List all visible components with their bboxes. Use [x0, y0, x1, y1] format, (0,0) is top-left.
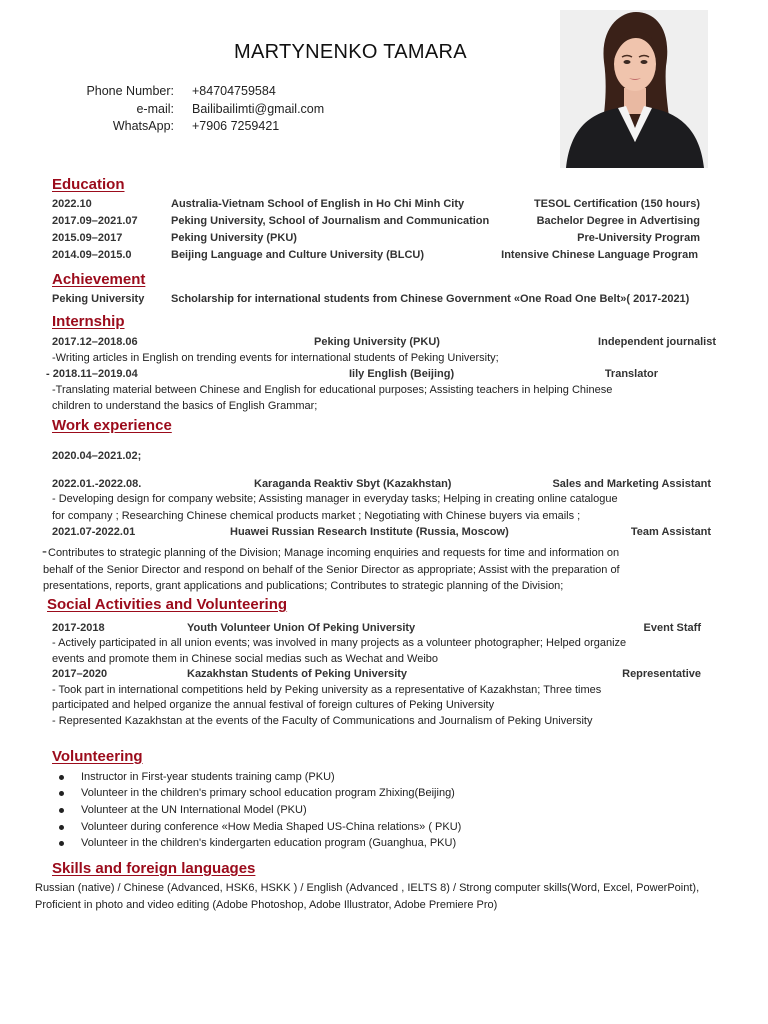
social-heading: Social Activities and Volunteering: [47, 596, 288, 613]
email-label: e-mail:: [136, 102, 174, 116]
skills-heading: Skills and foreign languages: [52, 860, 256, 877]
phone-label: Phone Number:: [86, 84, 174, 98]
education-degree: Pre-University Program: [577, 232, 700, 244]
internship-date: - 2018.11–2019.04: [46, 368, 138, 380]
internship-date: 2017.12–2018.06: [52, 336, 138, 348]
work-date: 2022.01.-2022.08.: [52, 478, 142, 490]
education-school: Peking University, School of Journalism and Communication: [171, 215, 490, 227]
work-org: Huawei Russian Research Institute (Russia, Moscow): [230, 526, 509, 538]
work-org: Karaganda Reaktiv Sbyt (Kazakhstan): [254, 478, 452, 490]
skills-text: Russian (native) / Chinese (Advanced, HSK6, HSKK ) / English (Advanced , IELTS 8) / Strong computer skills(Word, Excel, PowerPoint),: [35, 882, 700, 894]
social-desc: - Actively participated in all union events; was involved in many projects as a volunteer photographer; Helped organize: [52, 637, 627, 649]
education-date: 2022.10: [52, 198, 92, 210]
achievement-heading: Achievement: [52, 271, 146, 288]
list-item-text: Instructor in First-year students training camp (PKU): [81, 771, 335, 783]
social-desc: events and promote them in Chinese social medias such as Wechat and Weibo: [52, 653, 439, 665]
education-degree: Intensive Chinese Language Program: [501, 249, 698, 261]
bullet-icon: [59, 841, 64, 846]
phone-value: +84704759584: [192, 84, 276, 98]
education-degree: TESOL Certification (150 hours): [533, 198, 700, 210]
education-school: Beijing Language and Culture University (BLCU): [171, 249, 425, 261]
work-dash: -: [42, 543, 47, 560]
achievement-text: Scholarship for international students from Chinese Government «One Road One Belt»( 2017-2021): [171, 293, 690, 305]
work-desc: presentations, reports, grant applications and publications; Contributes to strategic planning of the Division;: [43, 580, 564, 592]
work-desc: Contributes to strategic planning of the Division; Manage incoming enquiries and requests for time and information on: [48, 547, 620, 559]
social-desc: - Represented Kazakhstan at the events of the Faculty of Communications and Journalism of Peking University: [52, 715, 593, 727]
work-desc: - Developing design for company website; Assisting manager in everyday tasks; Helping in creating online catalogue: [52, 493, 618, 505]
work-desc: behalf of the Senior Director and respond on behalf of the Senior Director as appropriate; Assist with the preparation of: [43, 564, 620, 576]
work-desc: for company ; Researching Chinese chemical products market ; Negotiating with Chinese buyers via emails ;: [52, 510, 581, 522]
internship-heading: Internship: [52, 313, 125, 330]
internship-org: Iily English (Beijing): [349, 368, 455, 380]
list-item-text: Volunteer in the children's primary school education program Zhixing(Beijing): [81, 787, 455, 799]
internship-desc: -Writing articles in English on trending events for international students of Peking University;: [52, 352, 499, 364]
list-item-text: Volunteer during conference «How Media Shaped US-China relations» ( PKU): [81, 821, 462, 833]
list-item-text: Volunteer at the UN International Model (PKU): [81, 804, 307, 816]
work-role: Team Assistant: [630, 526, 711, 538]
internship-org: Peking University (PKU): [314, 336, 440, 348]
education-heading: Education: [52, 176, 125, 193]
work-heading: Work experience: [52, 417, 172, 434]
portrait-photo: [560, 10, 708, 168]
whatsapp-label: WhatsApp:: [112, 119, 174, 133]
achievement-org: Peking University: [52, 293, 145, 305]
education-date: 2015.09–2017: [52, 232, 123, 244]
social-org: Kazakhstan Students of Peking University: [187, 668, 408, 680]
internship-desc: -Translating material between Chinese and English for educational purposes; Assisting teachers in helping Chinese: [52, 384, 613, 396]
bullet-icon: [59, 825, 64, 830]
volunteering-heading: Volunteering: [52, 748, 143, 765]
social-date: 2017-2018: [52, 622, 105, 634]
education-date: 2017.09–2021.07: [52, 215, 138, 227]
social-role: Event Staff: [643, 622, 701, 634]
internship-role: Translator: [604, 368, 658, 380]
list-item-text: Volunteer in the children's kindergarten education program (Guanghua, PKU): [81, 837, 457, 849]
internship-role: Independent journalist: [598, 336, 716, 348]
education-school: Peking University (PKU): [171, 232, 297, 244]
social-desc: participated and helped organize the annual festival of foreign cultures of Peking University: [52, 699, 495, 711]
social-org: Youth Volunteer Union Of Peking University: [187, 622, 416, 634]
education-school: Australia-Vietnam School of English in Ho Chi Minh City: [171, 198, 465, 210]
bullet-icon: [59, 791, 64, 796]
candidate-name: MARTYNENKO TAMARA: [234, 41, 467, 63]
bullet-icon: [59, 808, 64, 813]
education-degree: Bachelor Degree in Advertising: [536, 215, 700, 227]
internship-desc: children to understand the basics of English Grammar;: [52, 400, 318, 412]
skills-text: Proficient in photo and video editing (Adobe Photoshop, Adobe Illustrator, Adobe Premiere Pro): [35, 899, 498, 911]
social-desc: - Took part in international competitions held by Peking university as a representative of Kazakhstan; Three times: [52, 684, 602, 696]
work-date: 2020.04–2021.02;: [52, 450, 142, 462]
email-value: Bailibailimti@gmail.com: [192, 102, 325, 116]
social-date: 2017–2020: [52, 668, 108, 680]
whatsapp-value: +7906 7259421: [192, 119, 280, 133]
work-date: 2021.07-2022.01: [52, 526, 136, 538]
social-role: Representative: [622, 668, 701, 680]
bullet-icon: [59, 775, 64, 780]
work-role: Sales and Marketing Assistant: [552, 478, 711, 490]
education-date: 2014.09–2015.0: [52, 249, 132, 261]
